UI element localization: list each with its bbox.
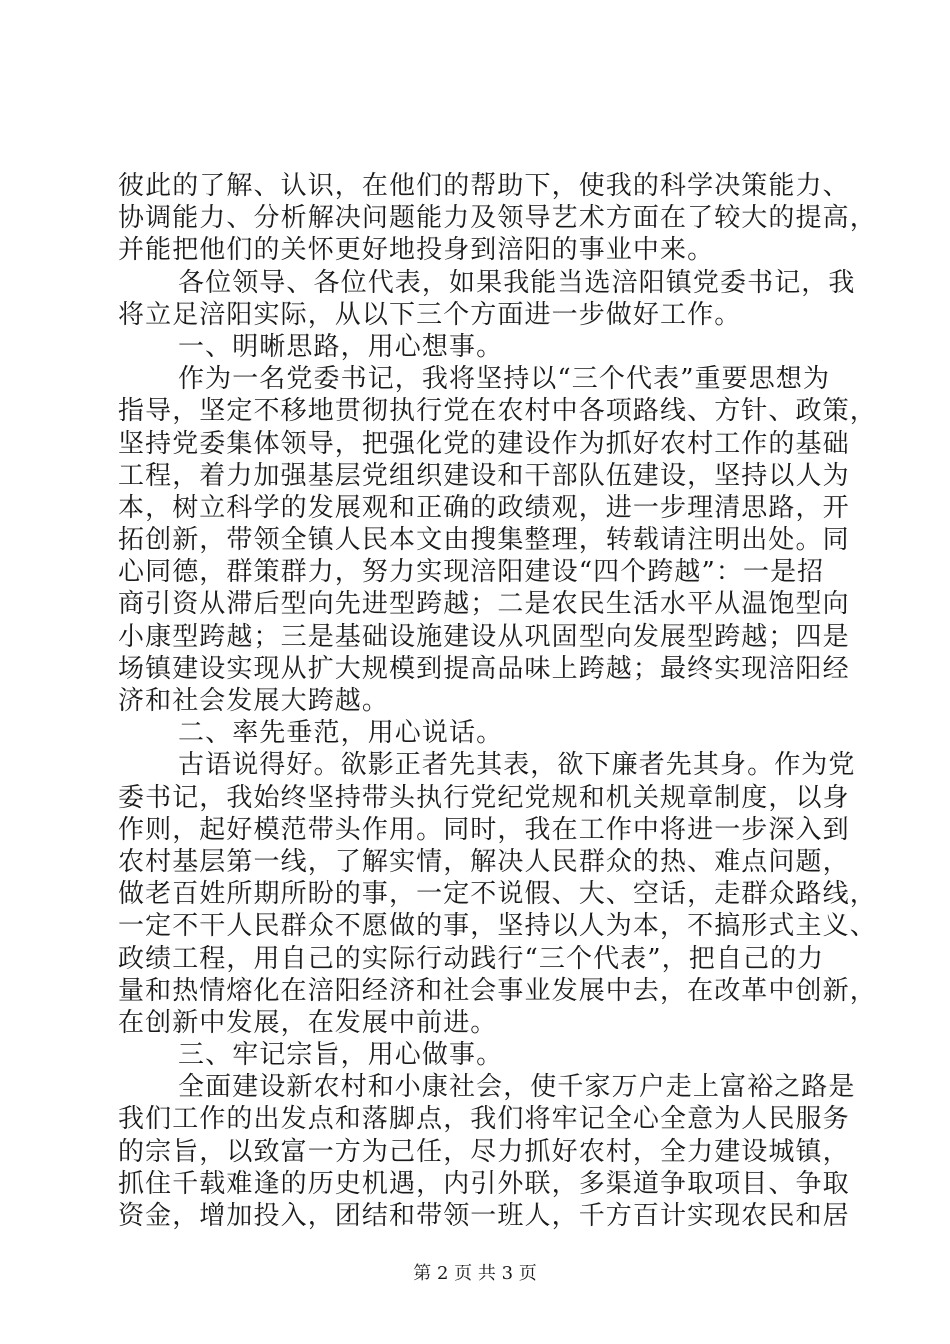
text-line: 将立足涪阳实际，从以下三个方面进一步做好工作。 [118, 299, 742, 330]
page-footer: 第 2 页 共 3 页 [413, 1263, 537, 1284]
text-line: 量和热情熔化在涪阳经济和社会事业发展中去，在改革中创新， [118, 975, 877, 1006]
text-line: 本，树立科学的发展观和正确的政绩观，进一步理清思路，开 [118, 492, 850, 523]
text-line: 做老百姓所期所盼的事，一定不说假、大、空话，走群众路线， [118, 879, 877, 910]
text-line: 我们工作的出发点和落脚点，我们将牢记全心全意为人民服务 [118, 1104, 850, 1135]
text-line: 作则，起好模范带头作用。同时，我在工作中将进一步深入到 [118, 814, 850, 845]
text-line: 心同德，群策群力，努力实现涪阳建设“四个跨越”：一是招 [118, 557, 825, 588]
text-line: 商引资从滞后型向先进型跨越；二是农民生活水平从温饱型向 [118, 589, 850, 620]
text-line: 小康型跨越；三是基础设施建设从巩固型向发展型跨越；四是 [118, 621, 850, 652]
text-line: 拓创新，带领全镇人民本文由搜集整理，转载请注明出处。同 [118, 525, 850, 556]
text-line: 委书记，我始终坚持带头执行党纪党规和机关规章制度，以身 [118, 782, 850, 813]
document-body [118, 170, 877, 1232]
text-line: 彼此的了解、认识，在他们的帮助下，使我的科学决策能力、 [118, 171, 850, 201]
text-line: 一、明晰思路，用心想事。 [178, 331, 504, 362]
text-line: 作为一名党委书记，我将坚持以“三个代表”重要思想为 [178, 364, 831, 395]
text-line: 政绩工程，用自己的实际行动践行“三个代表”，把自己的力 [118, 943, 825, 974]
text-line: 三、牢记宗旨，用心做事。 [178, 1040, 504, 1071]
text-line: 各位领导、各位代表，如果我能当选涪阳镇党委书记，我 [178, 267, 856, 298]
text-line: 工程，着力加强基层党组织建设和干部队伍建设，坚持以人为 [118, 460, 850, 491]
text-line: 二、率先垂范，用心说话。 [178, 718, 504, 749]
text-line: 资金，增加投入，团结和带领一班人，千方百计实现农民和居 [118, 1201, 850, 1231]
text-line: 在创新中发展，在发展中前进。 [118, 1007, 498, 1038]
text-line: 场镇建设实现从扩大规模到提高品味上跨越；最终实现涪阳经 [118, 653, 850, 684]
text-line: 古语说得好。欲影正者先其表，欲下廉者先其身。作为党 [178, 750, 856, 781]
text-line: 抓住千载难逢的历史机遇，内引外联，多渠道争取项目、争取 [118, 1168, 850, 1199]
text-line: 并能把他们的关怀更好地投身到涪阳的事业中来。 [118, 235, 715, 266]
text-line: 指导，坚定不移地贯彻执行党在农村中各项路线、方针、政策， [118, 396, 877, 427]
text-line: 一定不干人民群众不愿做的事，坚持以人为本，不搞形式主义、 [118, 911, 877, 942]
text-line: 农村基层第一线，了解实情，解决人民群众的热、难点问题， [118, 846, 850, 877]
text-line: 的宗旨，以致富一方为己任，尽力抓好农村，全力建设城镇， [118, 1136, 850, 1167]
text-line: 济和社会发展大跨越。 [118, 686, 390, 716]
text-line: 全面建设新农村和小康社会，使千家万户走上富裕之路是 [178, 1072, 856, 1103]
text-line: 协调能力、分析解决问题能力及领导艺术方面在了较大的提高， [118, 203, 877, 234]
text-line: 坚持党委集体领导，把强化党的建设作为抓好农村工作的基础 [118, 428, 850, 459]
